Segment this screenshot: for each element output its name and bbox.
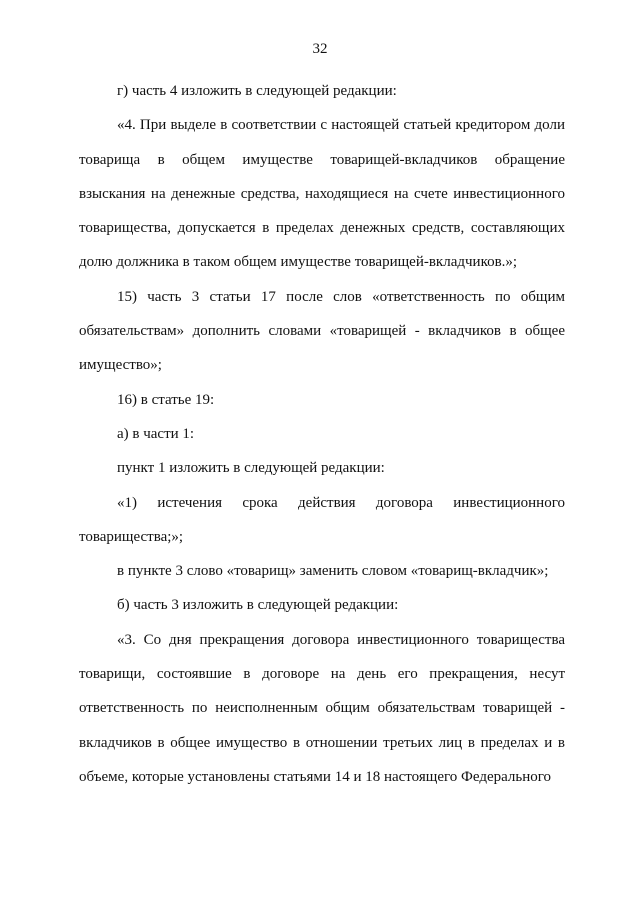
paragraph: 16) в статье 19: bbox=[117, 391, 215, 408]
paragraph: пункт 1 изложить в следующей редакции: bbox=[117, 460, 385, 477]
page-number: 32 bbox=[312, 41, 328, 57]
document-body bbox=[79, 74, 565, 794]
paragraph: «4. При выделе в соответствии с настоящей статьей кредитором доли товарища в общем имуществе товарищей-вкладчиков обращение взыскания на денежные средства, находящиеся на счете инвестиционного товарищества, допускается в пределах денежных средств, составляющих долю должника в таком общем имуществе товарищей-вкладчиков.»; bbox=[79, 117, 565, 271]
paragraph: «3. Со дня прекращения договора инвестиционного товарищества товарищи, состоявшие в договоре на день его прекращения, несут ответственность по неисполненным общим обязательствам товарищей - вкладчиков в общее имущество в отношении третьих лиц в пределах и в объеме, которые установлены статьями 14 и 18 настоящего Федерального bbox=[79, 631, 565, 785]
paragraph: а) в части 1: bbox=[117, 425, 195, 442]
paragraph: 15) часть 3 статьи 17 после слов «ответственность по общим обязательствам» дополнить словами «товарищей - вкладчиков в общее имущество»; bbox=[79, 288, 565, 374]
paragraph: в пункте 3 слово «товарищ» заменить словом «товарищ-вкладчик»; bbox=[117, 563, 549, 580]
paragraph: б) часть 3 изложить в следующей редакции: bbox=[117, 597, 399, 614]
paragraph: г) часть 4 изложить в следующей редакции: bbox=[117, 83, 397, 99]
paragraph: «1) истечения срока действия договора инвестиционного товарищества;»; bbox=[79, 494, 565, 545]
